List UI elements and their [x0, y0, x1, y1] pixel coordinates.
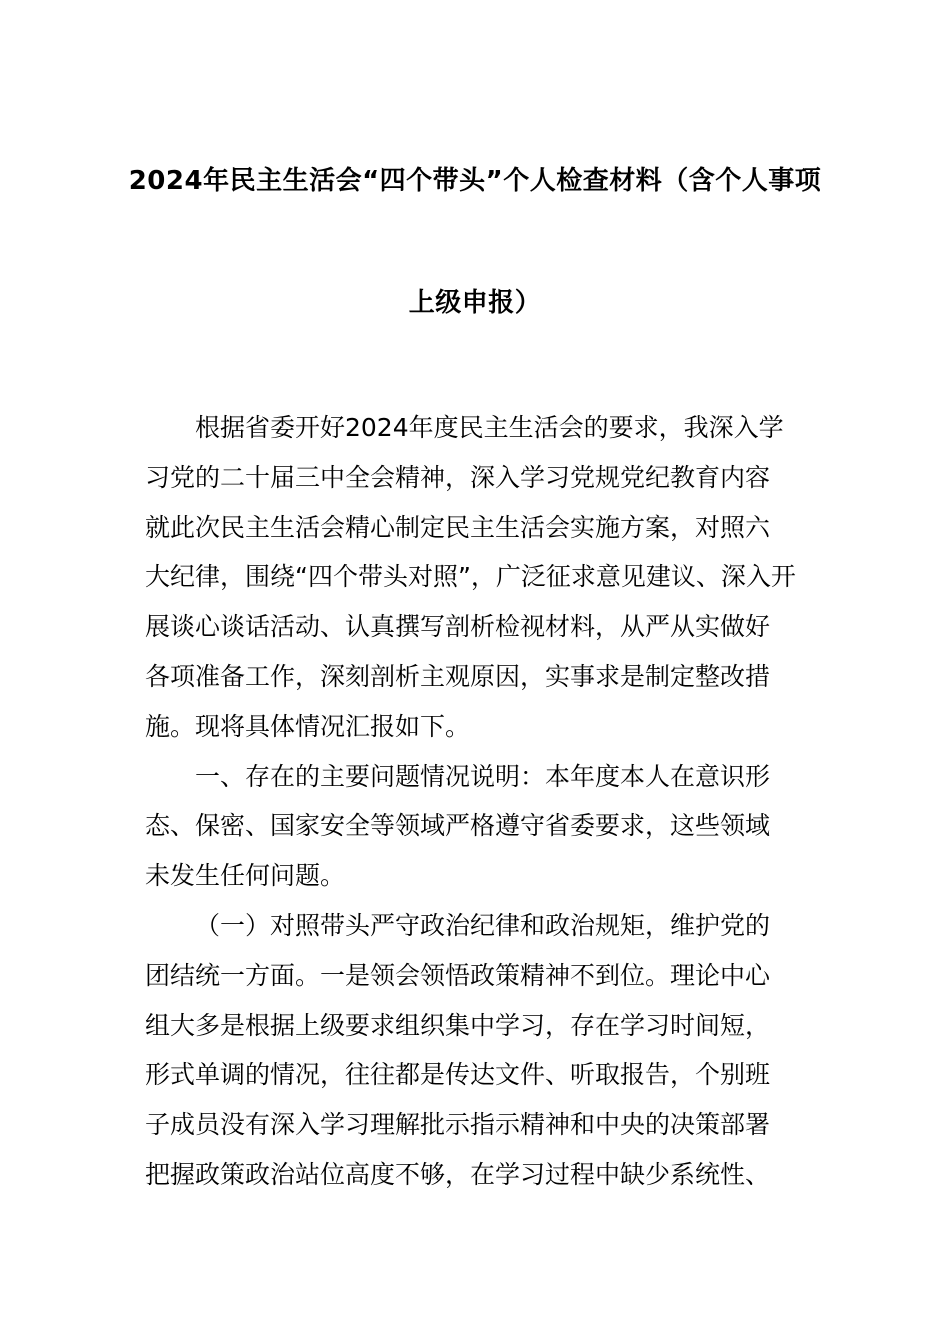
paragraph-line: 态、保密、国家安全等领域严格遵守省委要求，这些领域: [145, 811, 771, 841]
paragraph-line: 大纪律，围绕“四个带头对照”，广泛征求意见建议、深入开: [145, 562, 796, 592]
paragraph-line: 一、存在的主要问题情况说明：本年度本人在意识形: [195, 761, 771, 791]
paragraph-line: 各项准备工作，深刻剖析主观原因，实事求是制定整改措: [145, 661, 771, 691]
paragraph-section-1: [145, 901, 810, 1200]
document-body: [145, 403, 810, 1200]
document-title-line-2: 上级申报）: [408, 288, 542, 318]
paragraph-line: 团结统一方面。一是领会领悟政策精神不到位。理论中心: [145, 960, 771, 990]
paragraph-main-issues: [145, 752, 810, 901]
paragraph-line: （一）对照带头严守政治纪律和政治规矩，维护党的: [195, 910, 771, 940]
paragraph-line: 根据省委开好2024年度民主生活会的要求，我深入学: [195, 413, 784, 442]
paragraph-line: 组大多是根据上级要求组织集中学习，存在学习时间短，: [145, 1010, 771, 1040]
paragraph-line: 习党的二十届三中全会精神，深入学习党规党纪教育内容: [145, 462, 771, 492]
document-title-line-1: 2024年民主生活会“四个带头”个人检查材料（含个人事项: [128, 166, 822, 196]
paragraph-intro: [145, 403, 810, 752]
paragraph-line: 就此次民主生活会精心制定民主生活会实施方案，对照六: [145, 512, 771, 542]
paragraph-line: 把握政策政治站位高度不够，在学习过程中缺少系统性、: [145, 1159, 771, 1189]
paragraph-line: 未发生任何问题。: [145, 861, 346, 891]
paragraph-line: 形式单调的情况，往往都是传达文件、听取报告，个别班: [145, 1060, 771, 1090]
paragraph-line: 展谈心谈话活动、认真撰写剖析检视材料，从严从实做好: [145, 612, 771, 642]
paragraph-line: 子成员没有深入学习理解批示指示精神和中央的决策部署: [145, 1110, 771, 1140]
paragraph-line: 施。现将具体情况汇报如下。: [145, 711, 471, 741]
